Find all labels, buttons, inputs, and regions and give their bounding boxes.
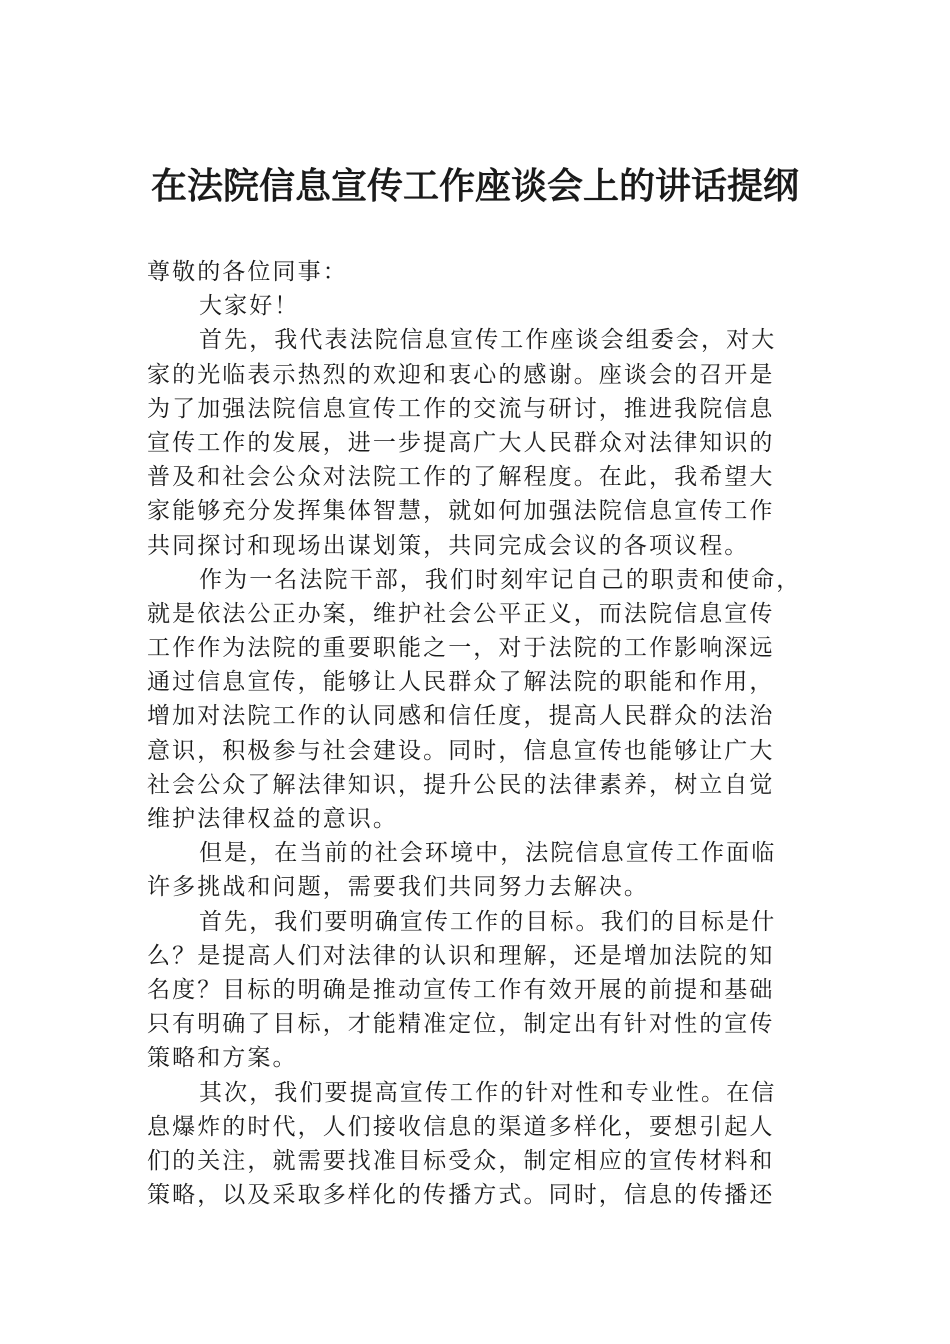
body-line: 么？是提高人们对法律的认识和理解，还是增加法院的知 <box>147 942 775 969</box>
body-line: 普及和社会公众对法院工作的了解程度。在此，我希望大 <box>147 464 775 491</box>
body-line: 策略，以及采取多样化的传播方式。同时，信息的传播还 <box>147 1182 775 1209</box>
body-line: 为了加强法院信息宣传工作的交流与研讨，推进我院信息 <box>147 395 775 422</box>
body-line: 息爆炸的时代，人们接收信息的渠道多样化，要想引起人 <box>147 1113 775 1140</box>
body-line: 宣传工作的发展，进一步提高广大人民群众对法律知识的 <box>147 429 775 456</box>
body-line: 增加对法院工作的认同感和信任度，提高人民群众的法治 <box>147 703 775 730</box>
body-line: 工作作为法院的重要职能之一，对于法院的工作影响深远 <box>147 635 775 662</box>
body-line: 意识，积极参与社会建设。同时，信息宣传也能够让广大 <box>147 737 775 764</box>
body-line: 通过信息宣传，能够让人民群众了解法院的职能和作用， <box>147 669 775 696</box>
body-line: 家的光临表示热烈的欢迎和衷心的感谢。座谈会的召开是 <box>147 361 775 388</box>
body-line: 维护法律权益的意识。 <box>147 806 398 832</box>
document-body <box>147 255 807 1212</box>
body-line: 家能够充分发挥集体智慧，就如何加强法院信息宣传工作 <box>147 498 775 525</box>
body-line: 大家好！ <box>199 293 300 320</box>
body-line: 名度？目标的明确是推动宣传工作有效开展的前提和基础 <box>147 976 775 1003</box>
document-title: 在法院信息宣传工作座谈会上的讲话提纲 <box>150 165 799 207</box>
body-line: 社会公众了解法律知识，提升公民的法律素养，树立自觉 <box>147 771 775 798</box>
body-line: 策略和方案。 <box>147 1045 298 1072</box>
body-line: 首先，我们要明确宣传工作的目标。我们的目标是什 <box>199 908 777 935</box>
body-line: 许多挑战和问题，需要我们共同努力去解决。 <box>147 874 649 901</box>
body-line: 就是依法公正办案，维护社会公平正义，而法院信息宣传 <box>147 600 775 627</box>
body-line: 们的关注，就需要找准目标受众，制定相应的宣传材料和 <box>147 1147 775 1174</box>
body-line: 只有明确了目标，才能精准定位，制定出有针对性的宣传 <box>147 1011 775 1038</box>
body-line: 尊敬的各位同事： <box>147 259 348 285</box>
body-line: 其次，我们要提高宣传工作的针对性和专业性。在信 <box>199 1079 777 1106</box>
body-line: 但是，在当前的社会环境中，法院信息宣传工作面临 <box>199 840 777 867</box>
body-line: 首先，我代表法院信息宣传工作座谈会组委会，对大 <box>199 327 777 354</box>
body-line: 作为一名法院干部，我们时刻牢记自己的职责和使命， <box>199 566 802 593</box>
body-line: 共同探讨和现场出谋划策，共同完成会议的各项议程。 <box>147 532 750 559</box>
